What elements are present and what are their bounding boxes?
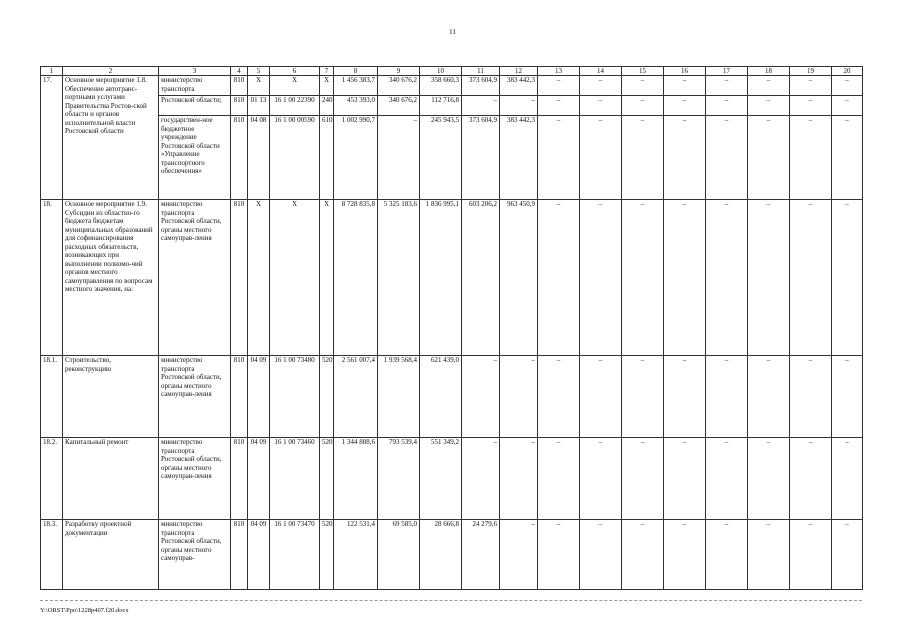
- year-9-amount: –: [706, 438, 748, 520]
- year-11-amount: –: [790, 356, 832, 438]
- rzpr-code: 04 09: [248, 438, 270, 520]
- vr-code: 520: [320, 356, 334, 438]
- year-2-amount: 358 660,3: [420, 76, 462, 96]
- year-10-amount: –: [748, 200, 790, 356]
- year-9-amount: –: [706, 96, 748, 116]
- executor: министерство транспорта: [159, 76, 231, 96]
- year-9-amount: –: [706, 520, 748, 590]
- year-12-amount: –: [832, 356, 863, 438]
- year-4-amount: 383 442,3: [500, 116, 538, 200]
- table-row: [41, 520, 863, 590]
- table-row: [41, 96, 863, 116]
- executor: министерство транспорта Ростовской области, органы местного самоуправ-ления: [159, 438, 231, 520]
- header-cell-15: 15: [622, 67, 664, 76]
- measure-name: Разработку проектной документации: [63, 520, 159, 590]
- grbs-code: 810: [231, 116, 248, 200]
- table-row: [41, 116, 863, 200]
- year-3-amount: 373 604,9: [462, 116, 500, 200]
- year-1-amount: –: [378, 116, 420, 200]
- grbs-code: 810: [231, 76, 248, 96]
- measure-name: Основное мероприятие 1.8. Обеспечение автотранс-портными услугами Правительства Ростов-ской области и органов исполнительной власти Ростовской области: [63, 76, 159, 200]
- executor: министерство транспорта Ростовской области, органы местного самоуправ-: [159, 520, 231, 590]
- vr-code: Х: [320, 200, 334, 356]
- header-cell-7: 7: [320, 67, 334, 76]
- vr-code: 610: [320, 116, 334, 200]
- measure-name: Строительство, реконструкцию: [63, 356, 159, 438]
- year-8-amount: –: [664, 520, 706, 590]
- year-2-amount: 28 666,8: [420, 520, 462, 590]
- year-1-amount: 340 676,2: [378, 76, 420, 96]
- rzpr-code: Х: [248, 76, 270, 96]
- total-amount: 1 002 990,7: [334, 116, 378, 200]
- year-5-amount: –: [538, 116, 580, 200]
- year-10-amount: –: [748, 520, 790, 590]
- csr-code: 16 1 00 73470: [270, 520, 320, 590]
- year-4-amount: –: [500, 96, 538, 116]
- year-11-amount: –: [790, 76, 832, 96]
- year-4-amount: 963 450,9: [500, 200, 538, 356]
- year-11-amount: –: [790, 96, 832, 116]
- year-7-amount: –: [622, 76, 664, 96]
- total-amount: 453 393,0: [334, 96, 378, 116]
- header-cell-18: 18: [748, 67, 790, 76]
- vr-code: 240: [320, 96, 334, 116]
- rzpr-code: Х: [248, 200, 270, 356]
- year-3-amount: –: [462, 438, 500, 520]
- executor: министерство транспорта Ростовской области, органы местного самоуправ-ления: [159, 356, 231, 438]
- year-4-amount: 383 442,3: [500, 76, 538, 96]
- year-2-amount: 112 716,8: [420, 96, 462, 116]
- year-11-amount: –: [790, 200, 832, 356]
- row-number: 17.: [41, 76, 63, 200]
- year-6-amount: –: [580, 200, 622, 356]
- grbs-code: 810: [231, 438, 248, 520]
- table-row: [41, 76, 863, 96]
- executor: Ростовской области;: [159, 96, 231, 116]
- year-3-amount: 603 206,2: [462, 200, 500, 356]
- header-cell-17: 17: [706, 67, 748, 76]
- year-3-amount: 373 604,9: [462, 76, 500, 96]
- csr-code: 16 1 00 73480: [270, 356, 320, 438]
- year-4-amount: –: [500, 520, 538, 590]
- table-row: [41, 438, 863, 520]
- grbs-code: 810: [231, 96, 248, 116]
- file-path-footer: Y:\ORST\Ppo\1228p407.f20.docx: [40, 607, 129, 614]
- csr-code: 16 1 00 00590: [270, 116, 320, 200]
- header-cell-16: 16: [664, 67, 706, 76]
- header-cell-2: 2: [63, 67, 159, 76]
- row-number: 18.1.: [41, 356, 63, 438]
- year-8-amount: –: [664, 96, 706, 116]
- grbs-code: 810: [231, 200, 248, 356]
- year-8-amount: –: [664, 200, 706, 356]
- year-12-amount: –: [832, 200, 863, 356]
- csr-code: 16 1 00 22390: [270, 96, 320, 116]
- year-6-amount: –: [580, 438, 622, 520]
- year-5-amount: –: [538, 520, 580, 590]
- year-4-amount: –: [500, 438, 538, 520]
- header-cell-20: 20: [832, 67, 863, 76]
- total-amount: 1 344 888,6: [334, 438, 378, 520]
- year-7-amount: –: [622, 356, 664, 438]
- year-1-amount: 5 325 183,6: [378, 200, 420, 356]
- year-12-amount: –: [832, 96, 863, 116]
- table-row: [41, 356, 863, 438]
- year-10-amount: –: [748, 116, 790, 200]
- rzpr-code: 04 08: [248, 116, 270, 200]
- year-5-amount: –: [538, 76, 580, 96]
- year-10-amount: –: [748, 96, 790, 116]
- header-cell-4: 4: [231, 67, 248, 76]
- year-5-amount: –: [538, 438, 580, 520]
- year-8-amount: –: [664, 438, 706, 520]
- header-cell-12: 12: [500, 67, 538, 76]
- page-bottom-rule: [40, 600, 862, 601]
- rzpr-code: 01 13: [248, 96, 270, 116]
- header-cell-13: 13: [538, 67, 580, 76]
- year-2-amount: 245 943,5: [420, 116, 462, 200]
- row-number: 18.: [41, 200, 63, 356]
- row-number: 18.3.: [41, 520, 63, 590]
- budget-table: [40, 66, 863, 590]
- year-12-amount: –: [832, 76, 863, 96]
- year-9-amount: –: [706, 356, 748, 438]
- year-7-amount: –: [622, 520, 664, 590]
- year-3-amount: –: [462, 356, 500, 438]
- year-6-amount: –: [580, 96, 622, 116]
- year-6-amount: –: [580, 356, 622, 438]
- header-cell-8: 8: [334, 67, 378, 76]
- year-2-amount: 551 349,2: [420, 438, 462, 520]
- page-number: 11: [449, 28, 456, 36]
- year-6-amount: –: [580, 116, 622, 200]
- total-amount: 8 728 835,8: [334, 200, 378, 356]
- year-7-amount: –: [622, 438, 664, 520]
- measure-name: Основное мероприятие 1.9. Субсидии из областно-го бюджета бюджетам муниципальных образований для софинансирования расходных обязательств, возникающих при выполнении полномо-чий органов местного самоуправления по вопросам местного значения, на:: [63, 200, 159, 356]
- year-2-amount: 621 439,0: [420, 356, 462, 438]
- year-1-amount: 1 939 568,4: [378, 356, 420, 438]
- measure-name: Капитальный ремонт: [63, 438, 159, 520]
- year-8-amount: –: [664, 116, 706, 200]
- csr-code: Х: [270, 200, 320, 356]
- header-cell-3: 3: [159, 67, 231, 76]
- year-9-amount: –: [706, 116, 748, 200]
- header-cell-6: 6: [270, 67, 320, 76]
- year-6-amount: –: [580, 520, 622, 590]
- csr-code: 16 1 00 73460: [270, 438, 320, 520]
- year-12-amount: –: [832, 116, 863, 200]
- executor: министерство транспорта Ростовской области, органы местного самоуправ-ления: [159, 200, 231, 356]
- header-cell-10: 10: [420, 67, 462, 76]
- vr-code: 520: [320, 438, 334, 520]
- header-cell-1: 1: [41, 67, 63, 76]
- total-amount: 122 531,4: [334, 520, 378, 590]
- year-7-amount: –: [622, 200, 664, 356]
- year-11-amount: –: [790, 116, 832, 200]
- row-number: 18.2.: [41, 438, 63, 520]
- year-3-amount: –: [462, 96, 500, 116]
- vr-code: 520: [320, 520, 334, 590]
- year-5-amount: –: [538, 356, 580, 438]
- year-12-amount: –: [832, 520, 863, 590]
- year-1-amount: 69 585,0: [378, 520, 420, 590]
- header-cell-19: 19: [790, 67, 832, 76]
- rzpr-code: 04 09: [248, 356, 270, 438]
- year-10-amount: –: [748, 438, 790, 520]
- year-9-amount: –: [706, 76, 748, 96]
- total-amount: 1 456 383,7: [334, 76, 378, 96]
- year-5-amount: –: [538, 96, 580, 116]
- year-1-amount: 793 539,4: [378, 438, 420, 520]
- year-4-amount: –: [500, 356, 538, 438]
- csr-code: Х: [270, 76, 320, 96]
- year-7-amount: –: [622, 116, 664, 200]
- year-6-amount: –: [580, 76, 622, 96]
- year-12-amount: –: [832, 438, 863, 520]
- year-10-amount: –: [748, 76, 790, 96]
- header-cell-9: 9: [378, 67, 420, 76]
- header-row: [41, 67, 863, 76]
- grbs-code: 810: [231, 356, 248, 438]
- year-11-amount: –: [790, 520, 832, 590]
- vr-code: Х: [320, 76, 334, 96]
- year-8-amount: –: [664, 356, 706, 438]
- year-5-amount: –: [538, 200, 580, 356]
- table-row: [41, 200, 863, 356]
- year-7-amount: –: [622, 96, 664, 116]
- header-cell-11: 11: [462, 67, 500, 76]
- rzpr-code: 04 09: [248, 520, 270, 590]
- year-8-amount: –: [664, 76, 706, 96]
- year-2-amount: 1 836 995,1: [420, 200, 462, 356]
- year-10-amount: –: [748, 356, 790, 438]
- year-3-amount: 24 279,6: [462, 520, 500, 590]
- year-9-amount: –: [706, 200, 748, 356]
- year-11-amount: –: [790, 438, 832, 520]
- grbs-code: 810: [231, 520, 248, 590]
- header-cell-5: 5: [248, 67, 270, 76]
- total-amount: 2 561 007,4: [334, 356, 378, 438]
- header-cell-14: 14: [580, 67, 622, 76]
- year-1-amount: 340 676,2: [378, 96, 420, 116]
- executor: государствен-ное бюджетное учреждение Ростовской области «Управление транспортного обеспечения»: [159, 116, 231, 200]
